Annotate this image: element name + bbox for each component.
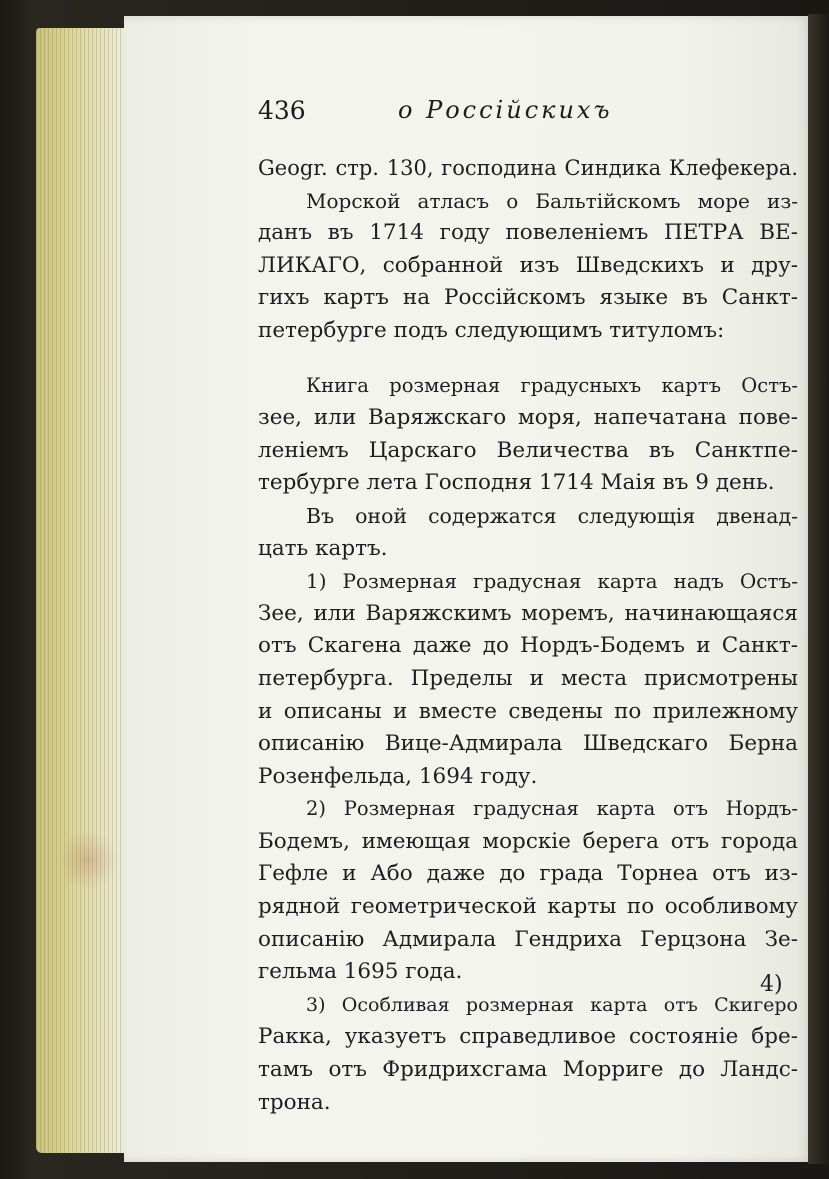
text-line: 1) Розмерная градусная карта надъ Остъ- [306,569,798,594]
text-line: данъ въ 1714 году повеленіемъ ПЕТРА ВЕ- [258,220,798,246]
text-line: рядной геометрической карты по особливому [258,894,798,920]
text-line: Ракка, указуетъ справедливое состояніе бре- [258,1024,798,1050]
text-line: тербурге лета Господня 1714 Маія въ 9 день. [258,470,775,496]
page-header [258,96,678,136]
text-line: Зее, или Варяжскимъ моремъ, начинающаяся [258,600,798,626]
text-line: и описаны и вместе сведены по прилежному [258,698,798,724]
text-line: петербурге подъ следующимъ титуломъ: [258,317,725,343]
paragraph-gap [258,348,798,370]
page-stain [58,830,118,890]
text-line: леніемъ Царскаго Величества въ Санктпе- [258,437,798,463]
text-line: Geogr. стр. 130, господина Синдика Клефекера. [258,156,798,180]
text-line: петербурга. Пределы и места присмотрены [258,665,798,691]
text-line: ЛИКАГО, собранной изъ Шведскихъ и дру- [258,252,798,278]
body-text [258,152,798,1119]
running-head: о Россійскихъ [398,96,613,124]
text-line: Розенфельда, 1694 году. [258,763,538,789]
text-line: Въ оной содержатся следующія двенад- [306,503,798,528]
text-line: Гефле и Або даже до града Торнеа отъ из- [258,861,798,887]
text-line: тамъ отъ Фридрихсгама Морриге до Ландс- [258,1057,798,1083]
text-line: описанію Вице-Адмирала Шведскаго Берна [258,731,798,757]
text-line: гихъ картъ на Россійскомъ языке въ Санкт- [258,285,798,311]
text-line: гельма 1695 года. [258,959,463,985]
text-line: зее, или Варяжскаго моря, напечатана пове- [258,405,798,431]
text-line: цать картъ. [258,535,388,561]
catchword: 4) [760,972,783,997]
text-line: 3) Особливая розмерная карта отъ Скигеро [306,993,798,1016]
book-binding-edge [808,14,829,1164]
text-line: 2) Розмерная градусная карта отъ Нордъ- [306,797,798,821]
text-line: Книга розмерная градусныхъ картъ Остъ- [306,373,798,397]
text-line: отъ Скагена даже до Нордъ-Бодемъ и Санкт- [258,633,798,659]
text-line: Морской атласъ о Бальтійскомъ море из- [306,188,798,213]
page-number: 436 [258,96,306,125]
text-line: описанію Адмирала Гендриха Герцзона Зе- [258,926,798,952]
text-line: Бодемъ, имеющая морскіе берега отъ города [258,828,798,854]
text-line: трона. [258,1089,331,1115]
book-page-edges [36,28,128,1153]
